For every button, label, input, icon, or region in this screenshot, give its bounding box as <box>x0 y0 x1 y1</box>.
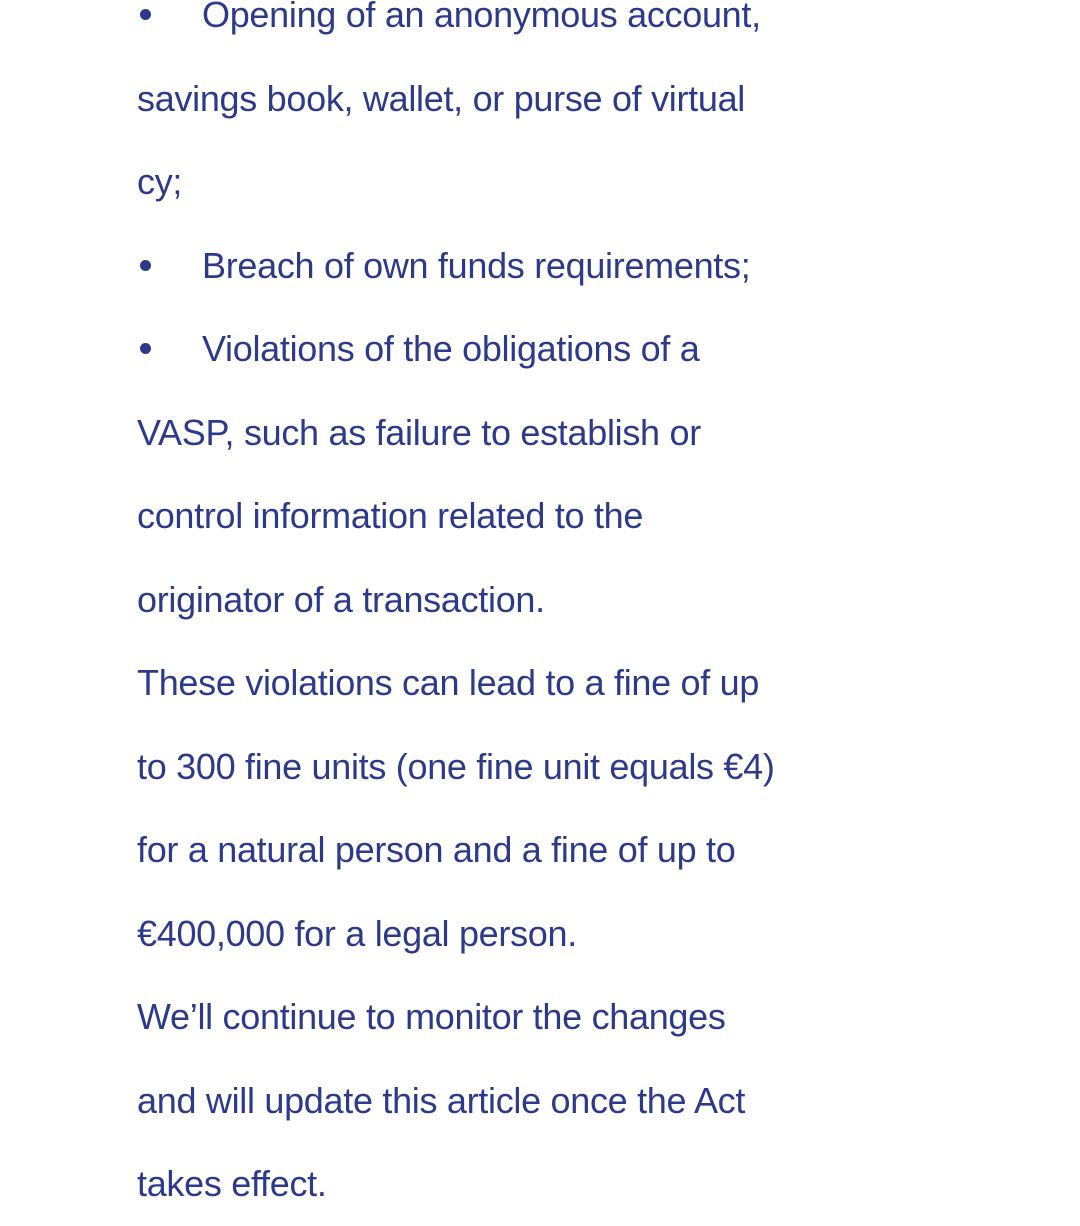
bullet-continuation-line: savings book, wallet, or purse of virtual <box>137 77 745 119</box>
bullet-continuation-line: control information related to the <box>137 495 644 536</box>
paragraph-line: to 300 fine units (one fine unit equals €4) <box>137 745 775 787</box>
paragraph-line: and will update this article once the Act <box>137 1079 746 1121</box>
bullet-text: Opening of an anonymous account, <box>202 0 761 35</box>
bullet-continuation-line: VASP, such as failure to establish or <box>137 411 701 453</box>
bullet-icon <box>140 260 151 271</box>
bullet-line <box>137 0 1080 57</box>
bullet-icon <box>140 343 151 354</box>
bullet-item <box>137 0 1080 224</box>
paragraph-line: We’ll continue to monitor the changes <box>137 996 726 1037</box>
bullet-line <box>137 224 1080 308</box>
bullet-item <box>137 307 1080 641</box>
bullet-continuation-line: originator of a transaction. <box>137 578 545 620</box>
paragraph <box>137 641 1080 975</box>
paragraph-line: takes effect. <box>137 1163 327 1204</box>
bullet-text: Breach of own funds requirements; <box>202 244 751 286</box>
bullet-text: Violations of the obligations of a <box>202 328 700 369</box>
bullet-item <box>137 224 1080 308</box>
paragraph-line: for a natural person and a fine of up to <box>137 829 736 870</box>
article-body <box>137 0 1080 1226</box>
paragraph-line: €400,000 for a legal person. <box>137 912 577 954</box>
bullet-line <box>137 307 1080 391</box>
paragraph-line: These violations can lead to a fine of up <box>137 662 760 703</box>
bullet-continuation-line: cy; <box>137 161 183 202</box>
bullet-icon <box>140 9 151 20</box>
paragraph <box>137 975 1080 1226</box>
